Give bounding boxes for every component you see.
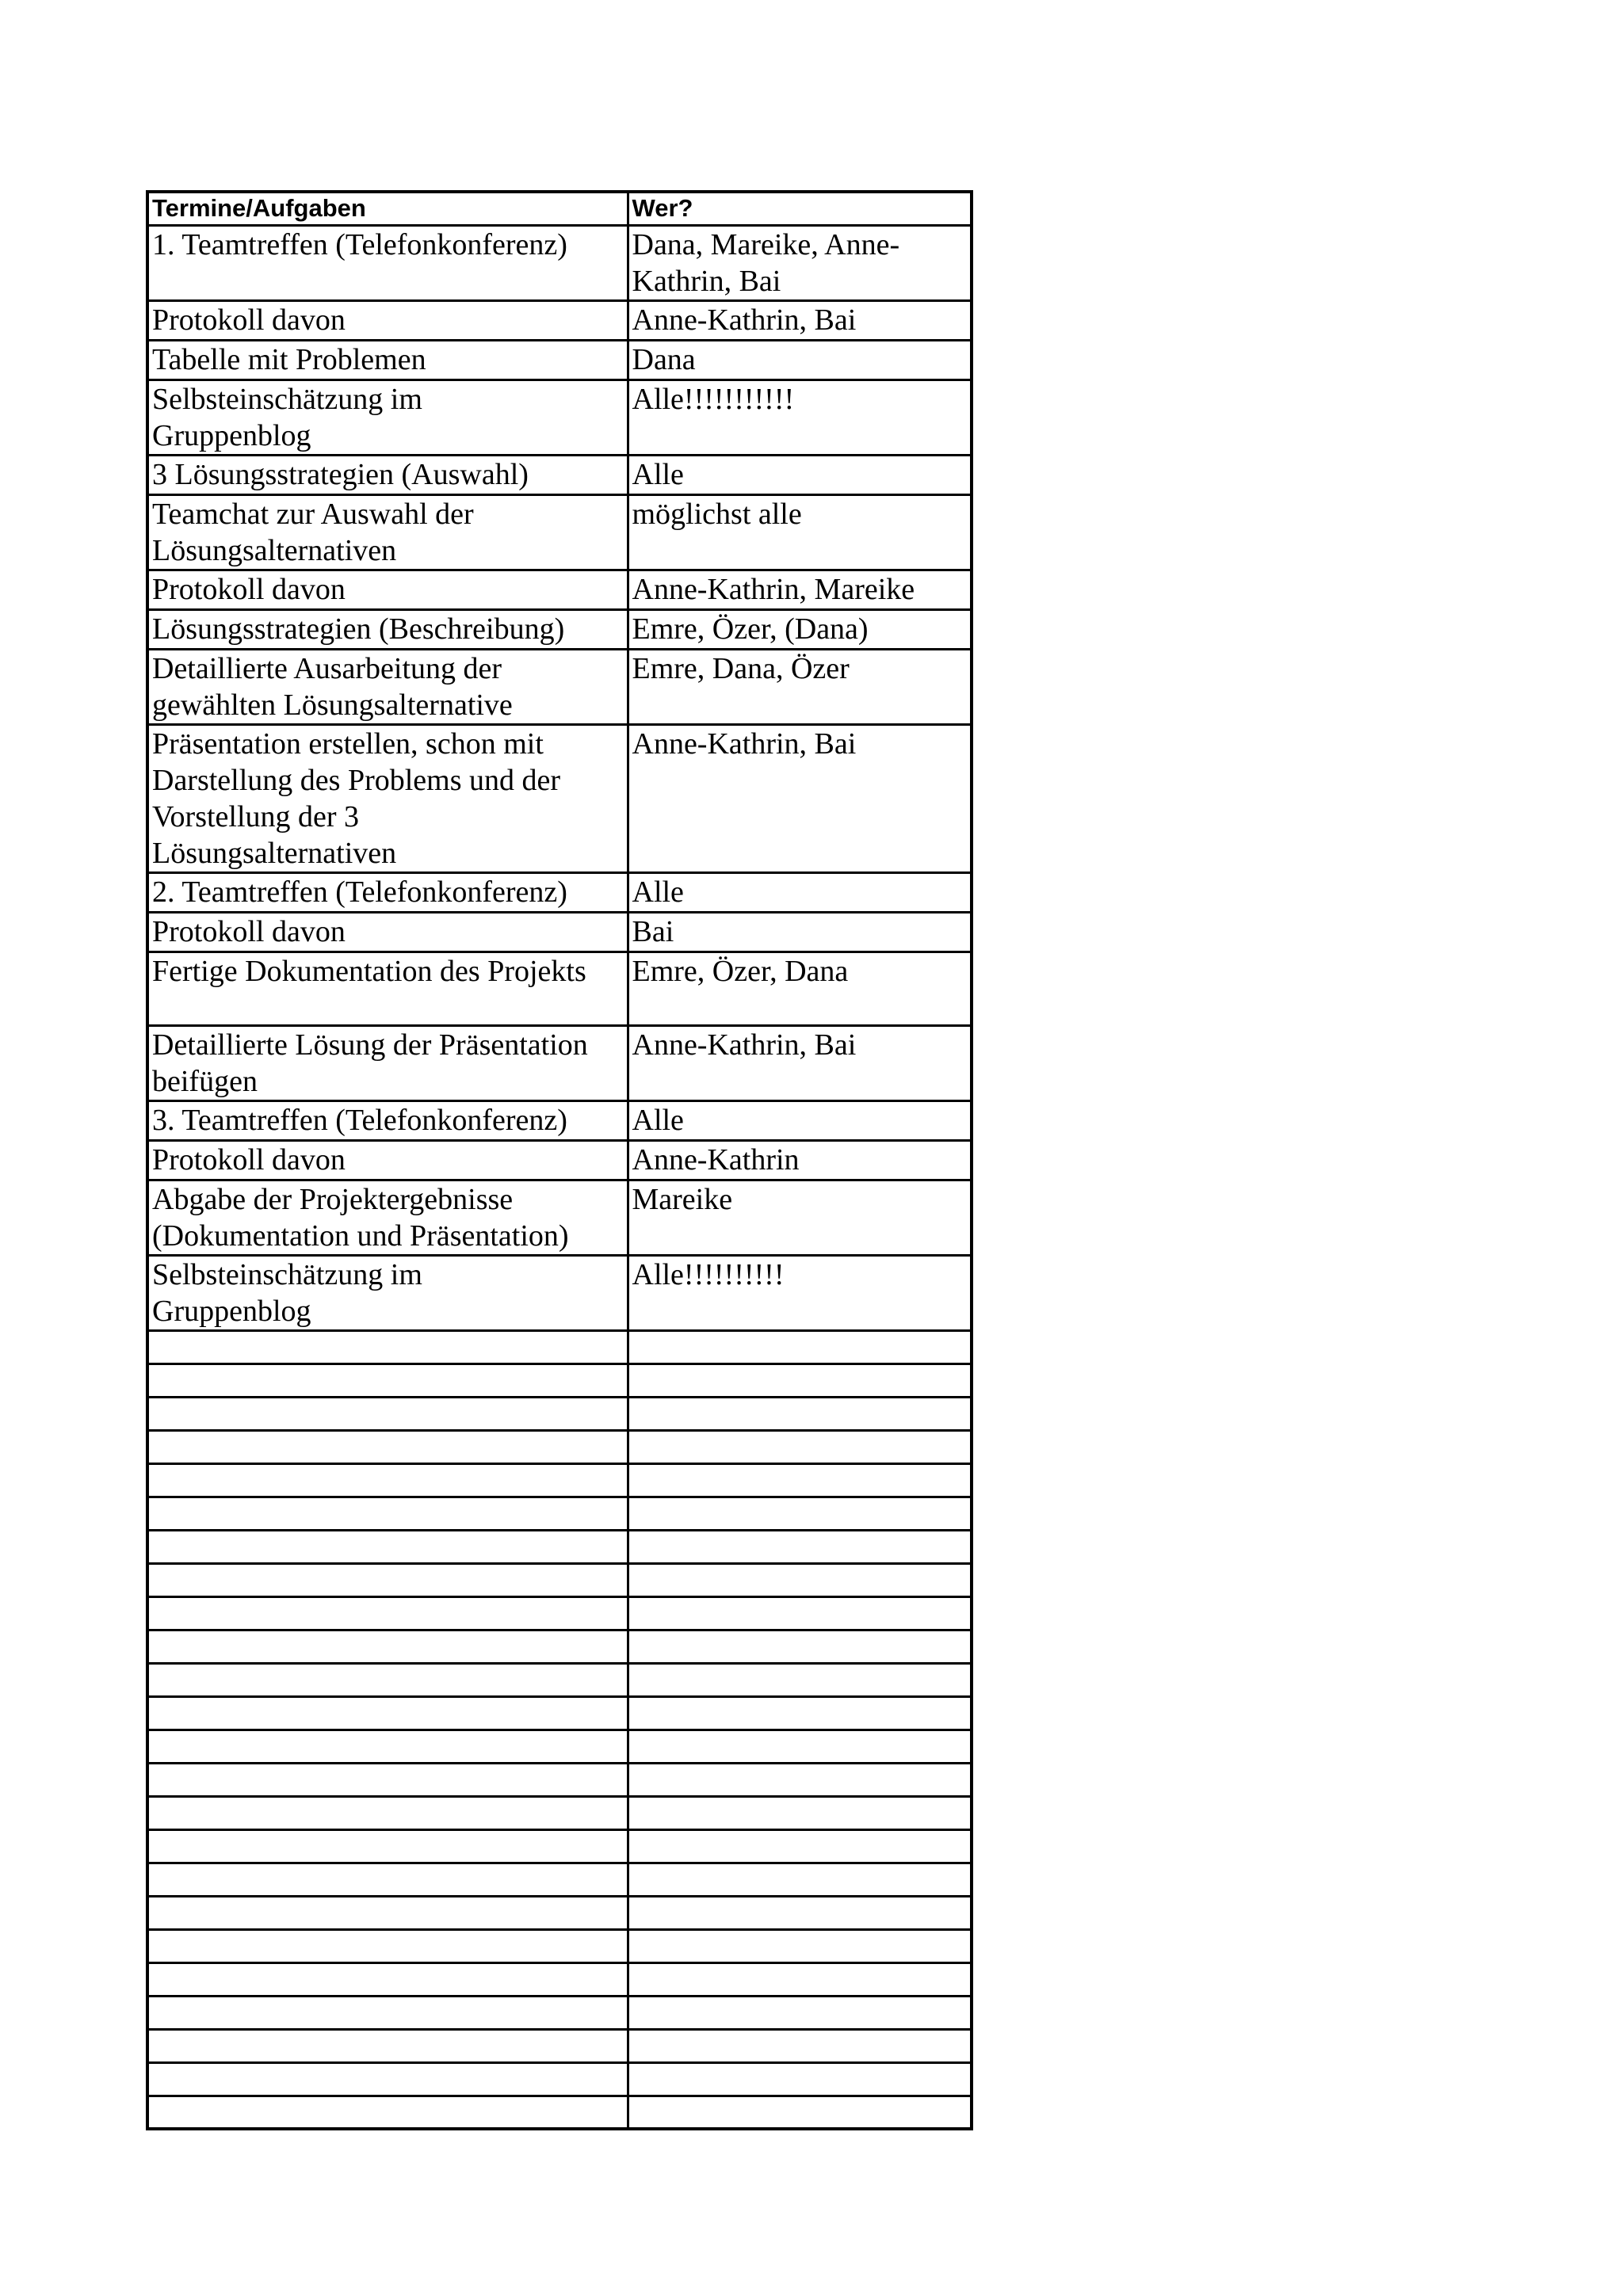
empty-cell [628, 1463, 972, 1497]
empty-cell [628, 1363, 972, 1397]
task-cell: Teamchat zur Auswahl der Lösungsalternativen [147, 494, 628, 570]
empty-row [147, 1696, 972, 1730]
empty-row [147, 1996, 972, 2029]
empty-cell [147, 2029, 628, 2062]
empty-cell [628, 1962, 972, 1996]
empty-row [147, 1730, 972, 1763]
empty-row [147, 1497, 972, 1530]
empty-cell [628, 2029, 972, 2062]
header-row [147, 192, 972, 225]
empty-row [147, 1896, 972, 1929]
empty-row [147, 1663, 972, 1696]
empty-row [147, 2029, 972, 2062]
table-row [147, 570, 972, 609]
empty-cell [628, 1663, 972, 1696]
empty-row [147, 1796, 972, 1829]
empty-cell [628, 1563, 972, 1596]
empty-cell [628, 1596, 972, 1630]
who-cell: Alle [628, 872, 972, 912]
empty-cell [147, 1363, 628, 1397]
empty-cell [628, 1430, 972, 1463]
empty-row [147, 1430, 972, 1463]
empty-row [147, 1330, 972, 1363]
empty-row [147, 1962, 972, 1996]
who-cell: Anne-Kathrin [628, 1140, 972, 1180]
empty-cell [628, 1763, 972, 1796]
table-row [147, 340, 972, 379]
empty-row [147, 2062, 972, 2096]
who-cell: Dana, Mareike, Anne- Kathrin, Bai [628, 225, 972, 300]
header-tasks: Termine/Aufgaben [147, 192, 628, 225]
empty-cell [628, 1497, 972, 1530]
task-cell: Fertige Dokumentation des Projekts [147, 952, 628, 1025]
empty-row [147, 1596, 972, 1630]
empty-cell [628, 1330, 972, 1363]
empty-row [147, 1397, 972, 1430]
table-row [147, 455, 972, 494]
task-cell: Detaillierte Lösung der Präsentation beifügen [147, 1025, 628, 1100]
empty-cell [147, 1563, 628, 1596]
task-cell: Selbsteinschätzung im Gruppenblog [147, 379, 628, 455]
empty-cell [628, 1896, 972, 1929]
task-cell: Präsentation erstellen, schon mit Darstellung des Problems und der Vorstellung der 3 Lösungsalternativen [147, 724, 628, 872]
empty-cell [147, 1330, 628, 1363]
empty-cell [147, 1763, 628, 1796]
empty-cell [147, 1530, 628, 1563]
empty-cell [147, 2062, 628, 2096]
empty-cell [628, 1996, 972, 2029]
empty-row [147, 1829, 972, 1863]
who-cell: Alle [628, 1100, 972, 1140]
empty-cell [628, 1730, 972, 1763]
table-body [147, 225, 972, 2129]
empty-cell [147, 1863, 628, 1896]
who-cell: Anne-Kathrin, Bai [628, 724, 972, 872]
empty-row [147, 1863, 972, 1896]
empty-row [147, 1563, 972, 1596]
who-cell: Alle!!!!!!!!!!! [628, 379, 972, 455]
who-cell: Mareike [628, 1180, 972, 1255]
table-row [147, 609, 972, 649]
who-cell: Anne-Kathrin, Bai [628, 1025, 972, 1100]
task-cell: Detaillierte Ausarbeitung der gewählten Lösungsalternative [147, 649, 628, 724]
who-cell: Emre, Özer, Dana [628, 952, 972, 1025]
task-cell: 3 Lösungsstrategien (Auswahl) [147, 455, 628, 494]
empty-row [147, 1630, 972, 1663]
who-cell: Dana [628, 340, 972, 379]
empty-cell [147, 1896, 628, 1929]
table-row [147, 1180, 972, 1255]
empty-cell [147, 1962, 628, 1996]
header-who: Wer? [628, 192, 972, 225]
task-cell: Protokoll davon [147, 912, 628, 952]
task-cell: Lösungsstrategien (Beschreibung) [147, 609, 628, 649]
empty-cell [628, 2062, 972, 2096]
empty-cell [147, 1463, 628, 1497]
empty-cell [628, 1696, 972, 1730]
who-cell: möglichst alle [628, 494, 972, 570]
empty-cell [147, 2096, 628, 2129]
empty-cell [147, 1730, 628, 1763]
table-row [147, 379, 972, 455]
task-cell: Abgabe der Projektergebnisse (Dokumentation und Präsentation) [147, 1180, 628, 1255]
task-cell: Protokoll davon [147, 300, 628, 340]
empty-cell [628, 1630, 972, 1663]
empty-cell [147, 1929, 628, 1962]
task-cell: 3. Teamtreffen (Telefonkonferenz) [147, 1100, 628, 1140]
empty-cell [147, 1663, 628, 1696]
task-cell: 1. Teamtreffen (Telefonkonferenz) [147, 225, 628, 300]
empty-cell [628, 1929, 972, 1962]
table-row [147, 872, 972, 912]
empty-cell [147, 1796, 628, 1829]
empty-row [147, 1530, 972, 1563]
empty-row [147, 1363, 972, 1397]
table-row [147, 952, 972, 1025]
table-row [147, 649, 972, 724]
table-row [147, 225, 972, 300]
empty-cell [147, 1397, 628, 1430]
task-cell: Protokoll davon [147, 1140, 628, 1180]
empty-cell [147, 1596, 628, 1630]
empty-cell [147, 1630, 628, 1663]
empty-cell [147, 1829, 628, 1863]
table-row [147, 494, 972, 570]
who-cell: Emre, Dana, Özer [628, 649, 972, 724]
empty-row [147, 2096, 972, 2129]
empty-cell [628, 1530, 972, 1563]
empty-cell [147, 1497, 628, 1530]
empty-row [147, 1763, 972, 1796]
empty-cell [628, 1829, 972, 1863]
empty-cell [628, 1397, 972, 1430]
table-row [147, 1100, 972, 1140]
table-row [147, 912, 972, 952]
task-cell: Tabelle mit Problemen [147, 340, 628, 379]
who-cell: Anne-Kathrin, Bai [628, 300, 972, 340]
table-row [147, 1255, 972, 1330]
empty-row [147, 1463, 972, 1497]
empty-cell [147, 1996, 628, 2029]
table-row [147, 300, 972, 340]
empty-row [147, 1929, 972, 1962]
empty-cell [628, 1863, 972, 1896]
task-cell: Selbsteinschätzung im Gruppenblog [147, 1255, 628, 1330]
table-row [147, 1025, 972, 1100]
table-row [147, 724, 972, 872]
table-row [147, 1140, 972, 1180]
task-cell: 2. Teamtreffen (Telefonkonferenz) [147, 872, 628, 912]
who-cell: Bai [628, 912, 972, 952]
empty-cell [147, 1696, 628, 1730]
task-cell: Protokoll davon [147, 570, 628, 609]
who-cell: Alle [628, 455, 972, 494]
who-cell: Anne-Kathrin, Mareike [628, 570, 972, 609]
empty-cell [628, 1796, 972, 1829]
who-cell: Emre, Özer, (Dana) [628, 609, 972, 649]
empty-cell [628, 2096, 972, 2129]
task-table [146, 190, 973, 2130]
who-cell: Alle!!!!!!!!!! [628, 1255, 972, 1330]
empty-cell [147, 1430, 628, 1463]
